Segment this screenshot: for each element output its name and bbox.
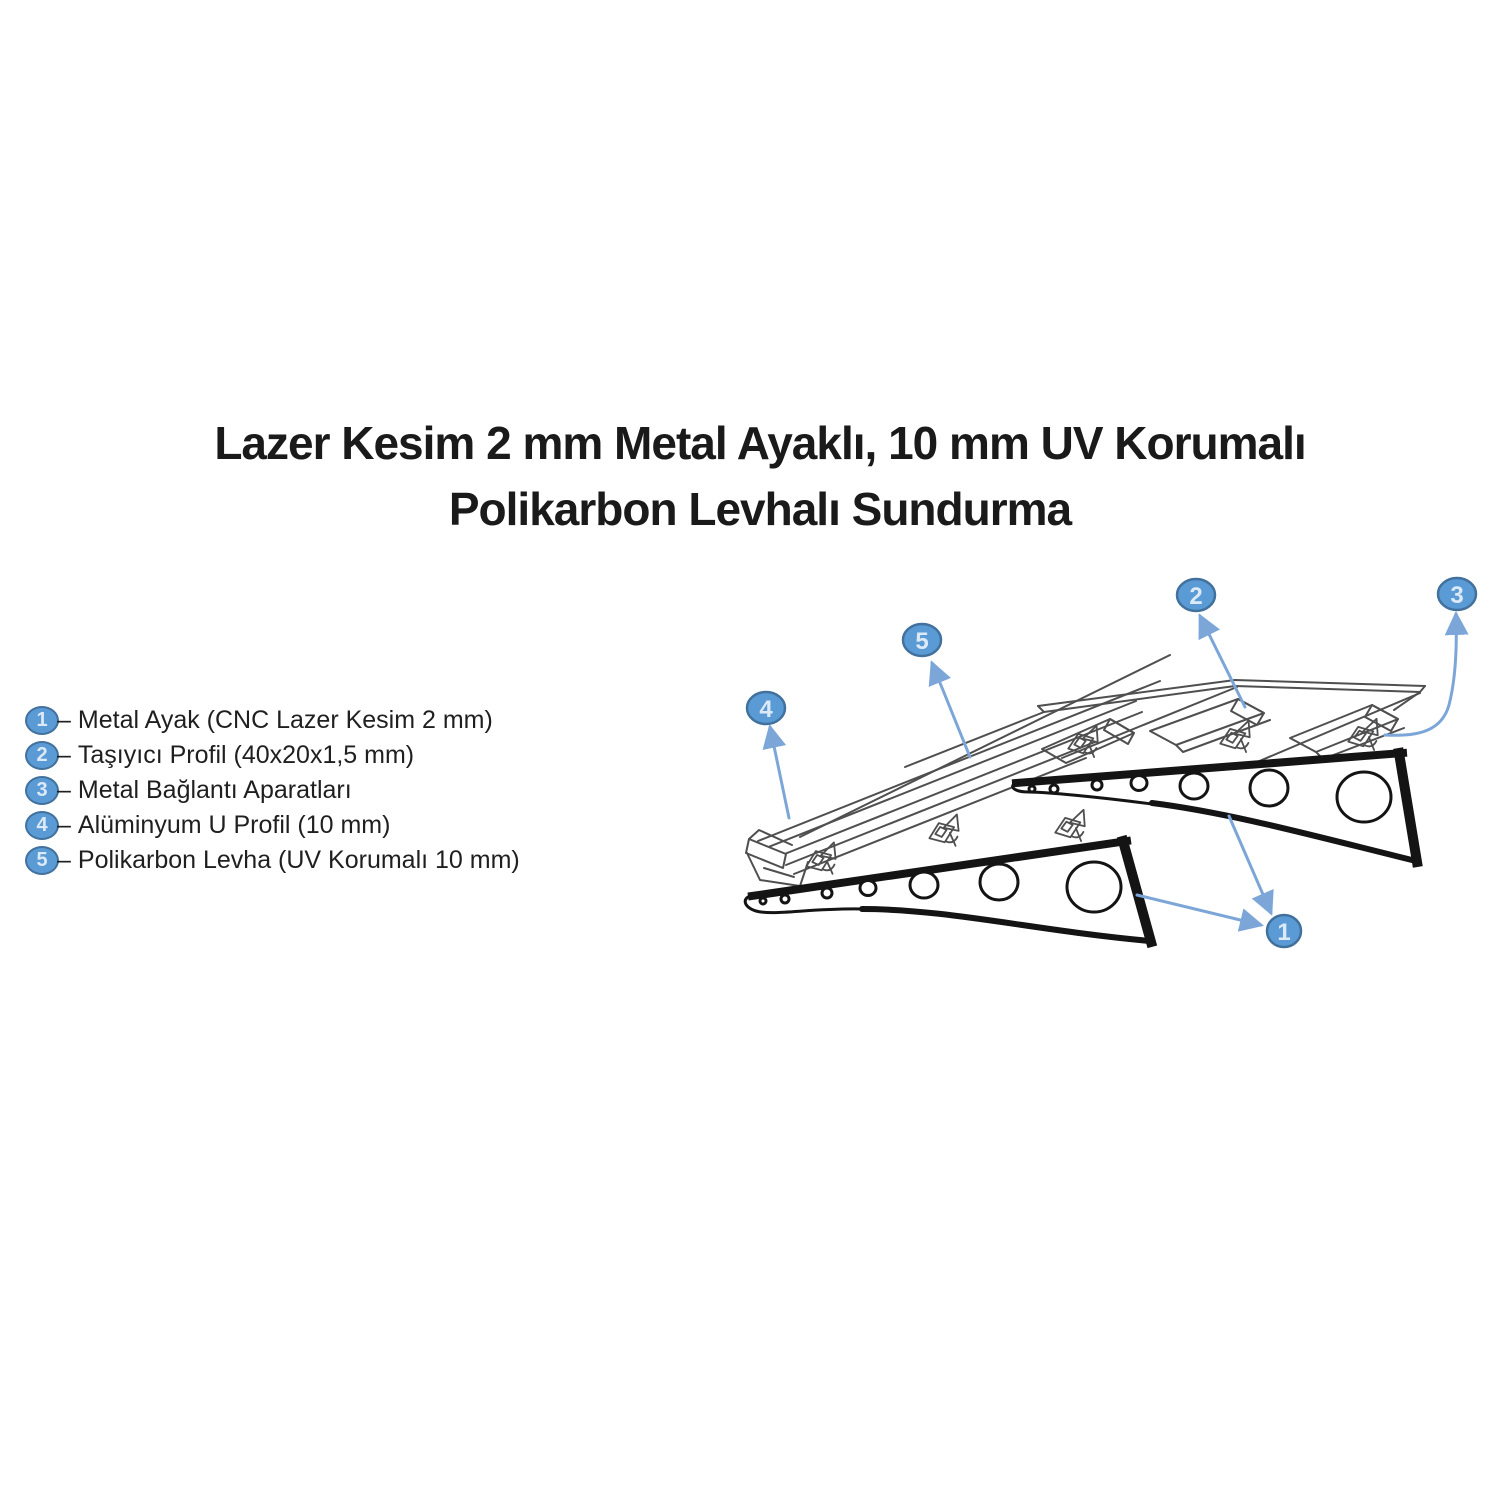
callout-badge-3 bbox=[1438, 578, 1476, 610]
title-line-2: Polikarbon Levhalı Sundurma bbox=[448, 483, 1072, 535]
legend-badge-5: 5 bbox=[25, 846, 59, 875]
carrier-profile-b bbox=[1150, 699, 1270, 752]
legend-dash: – bbox=[57, 741, 71, 769]
leader-arrow-5 bbox=[932, 663, 970, 757]
leg-hole bbox=[1050, 785, 1058, 793]
legend-badge-2: 2 bbox=[25, 741, 59, 770]
carrier-profile-a bbox=[1042, 719, 1134, 763]
leg-hole bbox=[1029, 786, 1035, 792]
callout-badge-5 bbox=[903, 624, 941, 656]
callout-badge-1 bbox=[1267, 915, 1301, 947]
leg-hole bbox=[781, 895, 789, 903]
leader-arrow-1b bbox=[1137, 895, 1261, 925]
leg-hole bbox=[860, 881, 876, 896]
legend-label-2: Taşıyıcı Profil (40x20x1,5 mm) bbox=[77, 741, 415, 769]
leg-hole bbox=[1337, 772, 1391, 822]
callout-number-2: 2 bbox=[1189, 583, 1203, 610]
legend-badge-3: 3 bbox=[25, 776, 59, 805]
leg-hole bbox=[1180, 773, 1208, 799]
leg-hole bbox=[980, 864, 1018, 900]
callout-number-3: 3 bbox=[1450, 582, 1464, 609]
clip-icon bbox=[1051, 810, 1092, 848]
leg-hole bbox=[1131, 776, 1147, 791]
sheet-top-back-edge bbox=[800, 655, 1170, 837]
callout-badge-4 bbox=[747, 692, 785, 724]
leader-arrow-4 bbox=[770, 727, 789, 818]
callout-number-1: 1 bbox=[1277, 919, 1291, 946]
leg-hole bbox=[1067, 862, 1121, 912]
leg-hole bbox=[1250, 770, 1288, 806]
leg-hole bbox=[910, 872, 938, 898]
leg-hole bbox=[1092, 780, 1102, 790]
legend-dash: – bbox=[57, 776, 71, 804]
legend-dash: – bbox=[57, 706, 71, 734]
rail-top bbox=[786, 742, 1095, 865]
legend-label-1: Metal Ayak (CNC Lazer Kesim 2 mm) bbox=[77, 706, 493, 734]
legend-label-5: Polikarbon Levha (UV Korumalı 10 mm) bbox=[77, 846, 520, 874]
leg-hole bbox=[760, 898, 766, 904]
legend-badge-1: 1 bbox=[25, 706, 59, 735]
title-line-1: Lazer Kesim 2 mm Metal Ayaklı, 10 mm UV Korumalı bbox=[214, 417, 1306, 469]
leg-hole bbox=[822, 888, 832, 898]
u-profile-cap bbox=[746, 830, 808, 886]
legend-dash: – bbox=[57, 811, 71, 839]
legend-label-4: Alüminyum U Profil (10 mm) bbox=[77, 811, 391, 839]
legend-dash: – bbox=[57, 846, 71, 874]
callout-badge-2 bbox=[1177, 579, 1215, 611]
callout-number-4: 4 bbox=[759, 696, 773, 723]
leader-arrow-1a bbox=[1229, 816, 1271, 913]
legend-label-3: Metal Bağlantı Aparatları bbox=[77, 776, 352, 804]
callout-number-5: 5 bbox=[915, 628, 929, 655]
legend-badge-4: 4 bbox=[25, 811, 59, 840]
